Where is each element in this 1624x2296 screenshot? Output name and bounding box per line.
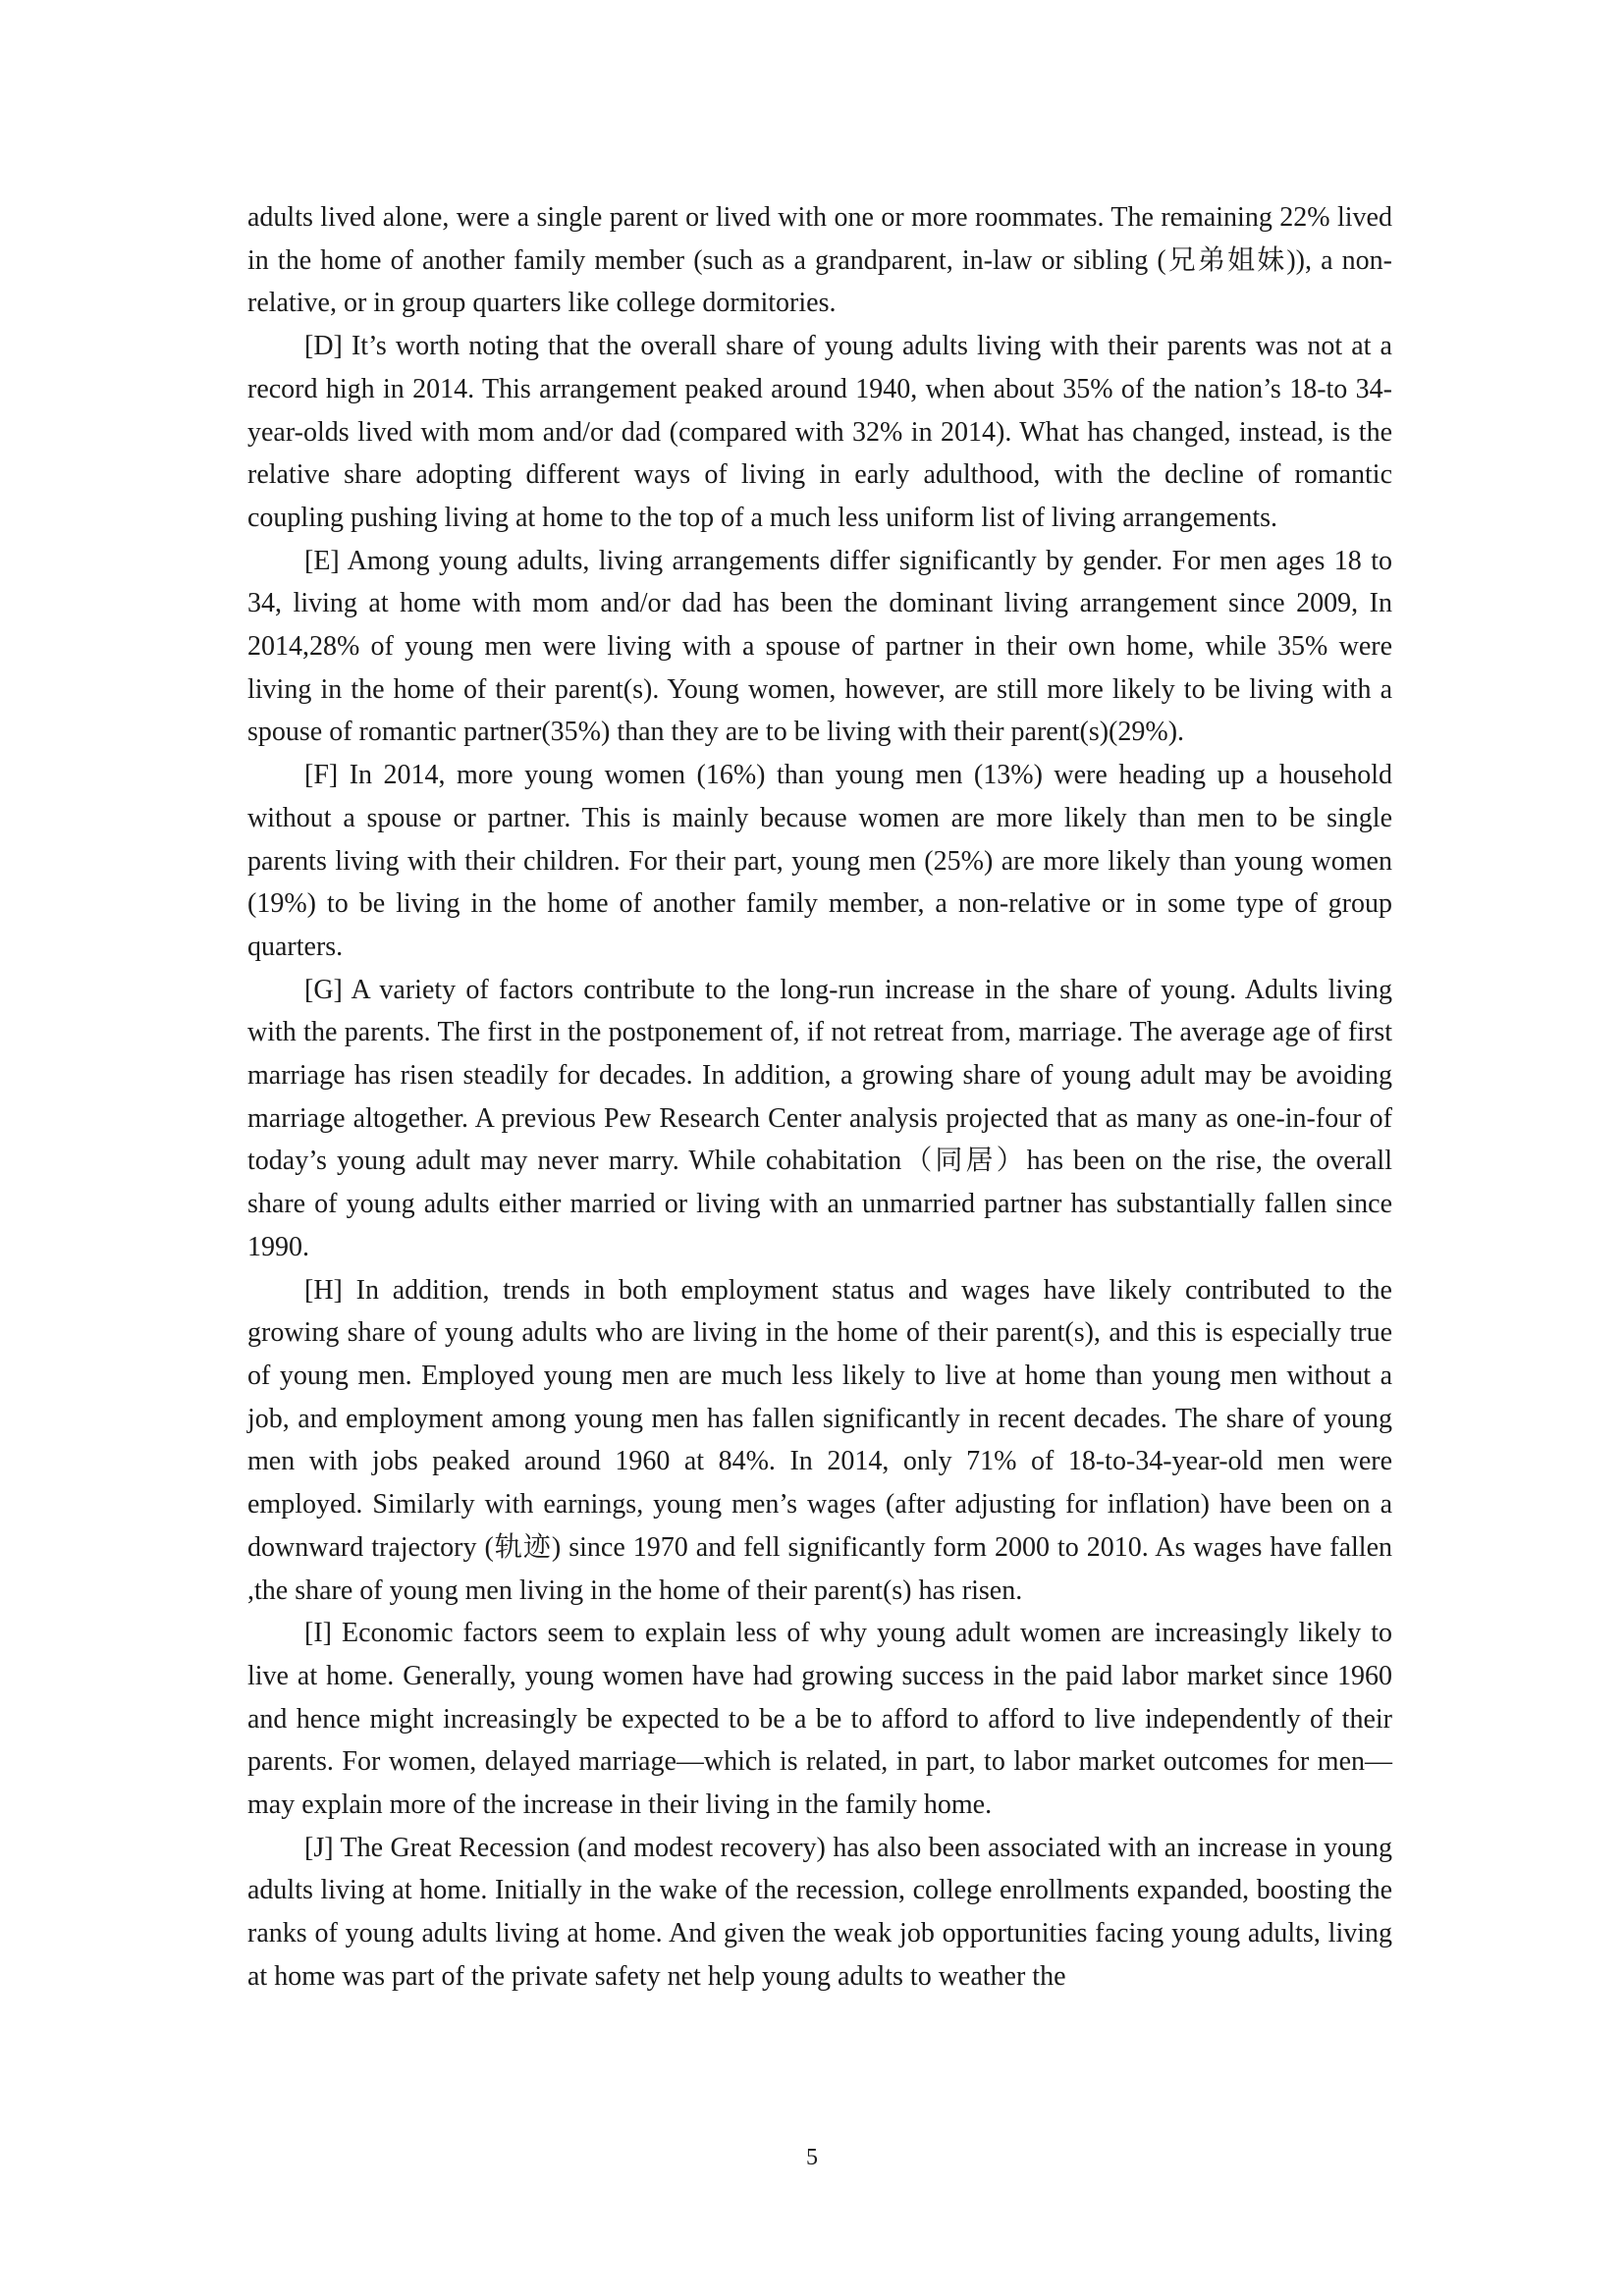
paragraph-h: [H] In addition, trends in both employment status and wages have likely contributed to the growing share of young adults who are living in the home of their parent(s), and this is especially true of young men. Employed young men are much less likely to live at home than young men without a job, and employment among young men has fallen significantly in recent decades. The share of young men with jobs peaked around 1960 at 84%. In 2014, only 71% of 18-to-34-year-old men were employed. Similarly with earnings, young men’s wages (after adjusting for inflation) have been on a downward trajectory (轨迹) since 1970 and fell significantly form 2000 to 2010. As wages have fallen ,the share of young men living in the home of their parent(s) has risen. bbox=[247, 1274, 1392, 1606]
paragraph-i: [I] Economic factors seem to explain less of why young adult women are increasingly likely to live at home. Generally, young women have had growing success in the paid labor market since 1960 and hence might increasingly be expected to be a be to afford to afford to live independently of their parents. For women, delayed marriage—which is related, in part, to labor market outcomes for men—may explain more of the increase in their living in the family home. bbox=[247, 1618, 1392, 1821]
paragraph-g: [G] A variety of factors contribute to the long-run increase in the share of young. Adults living with the parents. The first in the postponement of, if not retreat from, marriage. The average age of first marriage has risen steadily for decades. In addition, a growing share of young adult may be avoiding marriage altogether. A previous Pew Research Center analysis projected that as many as one-in-four of today’s young adult may never marry. While cohabitation（同居）has been on the rise, the overall share of young adults either married or living with an unmarried partner has substantially fallen since 1990. bbox=[247, 974, 1392, 1262]
document-body bbox=[247, 196, 1392, 1999]
paragraph-c-continued: adults lived alone, were a single parent or lived with one or more roommates. The remaining 22% lived in the home of another family member (such as a grandparent, in-law or sibling (兄弟姐妹)), a non-relative, or in group quarters like college dormitories. bbox=[247, 202, 1392, 319]
paragraph-j: [J] The Great Recession (and modest recovery) has also been associated with an increase in young adults living at home. Initially in the wake of the recession, college enrollments expanded, boosting the ranks of young adults living at home. And given the weak job opportunities facing young adults, living at home was part of the private safety net help young adults to weather the bbox=[247, 1832, 1392, 1992]
paragraph-e: [E] Among young adults, living arrangements differ significantly by gender. For men ages 18 to 34, living at home with mom and/or dad has been the dominant living arrangement since 2009, In 2014,28% of young men were living with a spouse of partner in their own home, while 35% were living in the home of their parent(s). Young women, however, are still more likely to be living with a spouse of romantic partner(35%) than they are to be living with their parent(s)(29%). bbox=[247, 545, 1392, 748]
page-number: 5 bbox=[806, 2145, 818, 2170]
paragraph-f: [F] In 2014, more young women (16%) than young men (13%) were heading up a household without a spouse or partner. This is mainly because women are more likely than men to be single parents living with their children. For their part, young men (25%) are more likely than young women (19%) to be living in the home of another family member, a non-relative or in some type of group quarters. bbox=[247, 760, 1392, 962]
paragraph-d: [D] It’s worth noting that the overall share of young adults living with their parents was not at a record high in 2014. This arrangement peaked around 1940, when about 35% of the nation’s 18-to 34-year-olds lived with mom and/or dad (compared with 32% in 2014). What has changed, instead, is the relative share adopting different ways of living in early adulthood, with the decline of romantic coupling pushing living at home to the top of a much less uniform list of living arrangements. bbox=[247, 331, 1392, 533]
